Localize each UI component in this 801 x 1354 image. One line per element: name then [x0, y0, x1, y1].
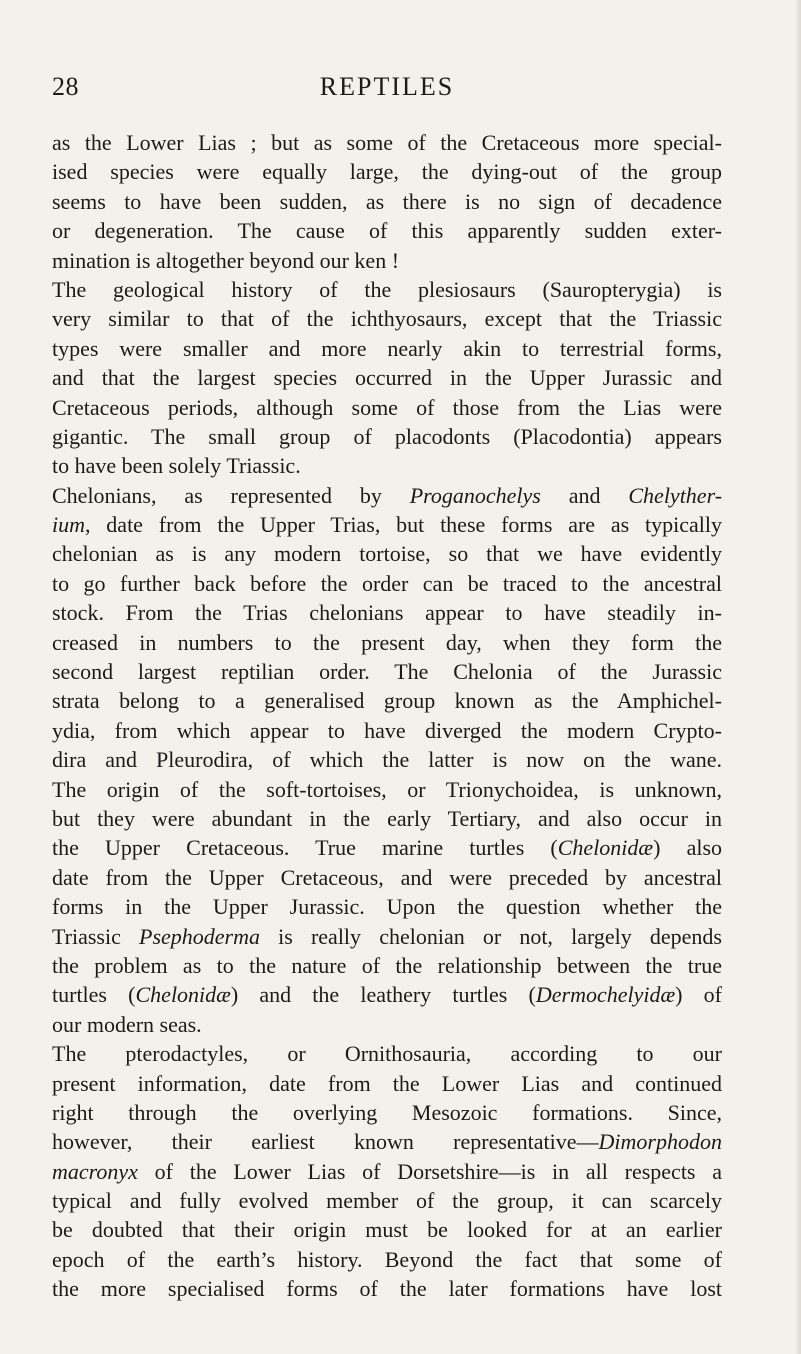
text-line: ydia, from which appear to have diverged the modern Crypto-: [52, 717, 722, 743]
text-line: The geological history of the plesiosaurs (Sauropterygia) is: [52, 276, 722, 302]
text-line: typical and fully evolved member of the group, it can scarcely: [52, 1188, 722, 1214]
text-line: or degeneration. The cause of this apparently sudden exter-: [52, 218, 722, 244]
text-line: epoch of the earth’s history. Beyond the fact that some of: [52, 1246, 722, 1272]
page-edge-shadow: [795, 0, 801, 1354]
text-line: Triassic Psephoderma is really chelonian or not, largely depends: [52, 923, 722, 949]
text-line: Cretaceous periods, although some of those from the Lias were: [52, 394, 722, 420]
text-line: The origin of the soft-tortoises, or Trionychoidea, is unknown,: [52, 776, 722, 802]
text-line: ised species were equally large, the dying-out of the group: [52, 159, 722, 185]
running-head: [52, 72, 722, 112]
text-line: as the Lower Lias ; but as some of the Cretaceous more special-: [52, 130, 722, 155]
text-line: chelonian as is any modern tortoise, so that we have evidently: [52, 541, 722, 567]
text-line: forms in the Upper Jurassic. Upon the question whether the: [52, 894, 722, 920]
text-line: the more specialised forms of the later formations have lost: [52, 1276, 722, 1302]
text-line: mination is altogether beyond our ken !: [52, 247, 400, 273]
text-line: The pterodactyles, or Ornithosauria, according to our: [52, 1041, 722, 1067]
text-line: strata belong to a generalised group known as the Amphichel-: [52, 688, 722, 714]
text-line: be doubted that their origin must be looked for at an earlier: [52, 1217, 722, 1243]
text-line: dira and Pleurodira, of which the latter is now on the wane.: [52, 747, 722, 773]
text-line: seems to have been sudden, as there is no sign of decadence: [52, 188, 722, 214]
text-line: creased in numbers to the present day, when they form the: [52, 629, 722, 655]
text-line: Chelonians, as represented by Proganochelys and Chelyther-: [52, 482, 723, 508]
text-line: types were smaller and more nearly akin to terrestrial forms,: [52, 335, 722, 361]
running-title: REPTILES: [319, 72, 455, 101]
text-line: to have been solely Triassic.: [52, 453, 301, 479]
text-line: our modern seas.: [52, 1011, 202, 1037]
text-line: the Upper Cretaceous. True marine turtles (Chelonidæ) also: [52, 835, 723, 861]
text-line: to go further back before the order can be traced to the ancestral: [52, 570, 722, 596]
body-text: [52, 128, 722, 1304]
text-line: date from the Upper Cretaceous, and were preceded by ancestral: [52, 864, 722, 890]
text-line: but they were abundant in the early Tertiary, and also occur in: [52, 805, 722, 831]
text-line: gigantic. The small group of placodonts (Placodontia) appears: [52, 423, 722, 449]
text-line: very similar to that of the ichthyosaurs, except that the Triassic: [52, 306, 722, 332]
text-line: turtles (Chelonidæ) and the leathery turtles (Dermochelyidæ) of: [52, 982, 722, 1008]
text-line: stock. From the Trias chelonians appear to have steadily in-: [52, 600, 722, 626]
text-line: right through the overlying Mesozoic formations. Since,: [52, 1099, 722, 1125]
text-line: present information, date from the Lower Lias and continued: [52, 1070, 722, 1096]
page-number: 28: [52, 72, 79, 101]
text-line: ium, date from the Upper Trias, but these forms are as typically: [52, 512, 722, 538]
text-line: second largest reptilian order. The Chelonia of the Jurassic: [52, 659, 722, 685]
text-line: macronyx of the Lower Lias of Dorsetshire—is in all respects a: [52, 1158, 722, 1184]
text-line: the problem as to the nature of the relationship between the true: [52, 952, 722, 978]
text-line: however, their earliest known representative—Dimorphodon: [52, 1129, 722, 1155]
text-line: and that the largest species occurred in the Upper Jurassic and: [52, 365, 722, 391]
